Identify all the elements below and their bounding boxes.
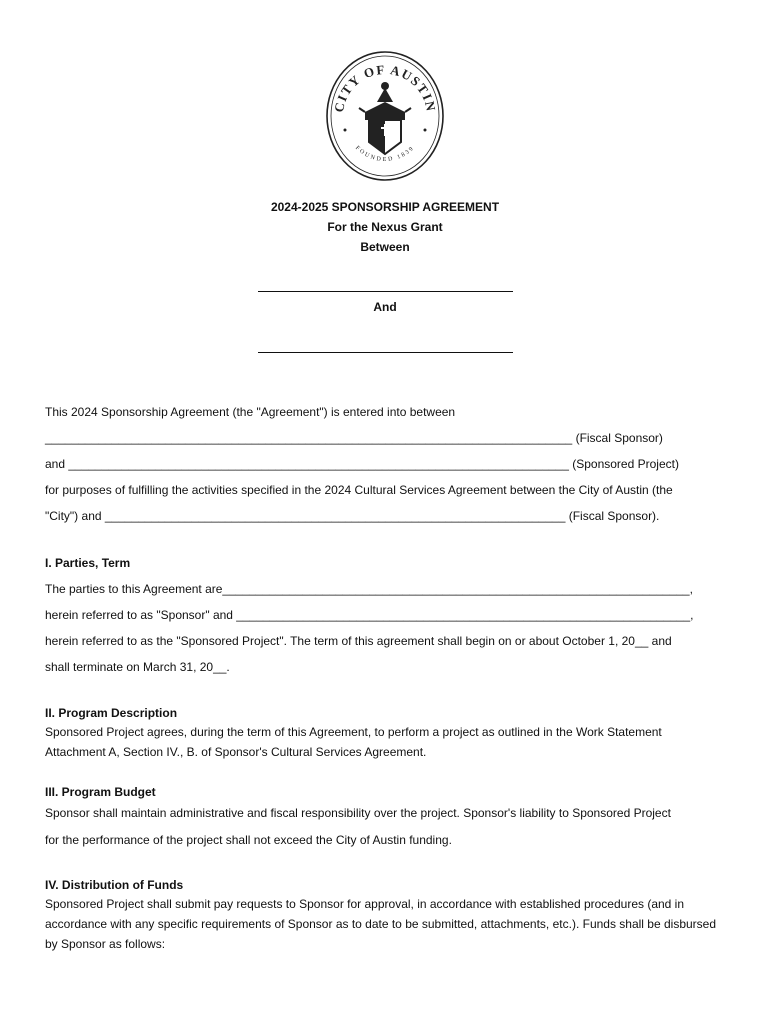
- party-two-blank: [258, 352, 513, 353]
- intro-line-3: and ___________________________________________________________________________ (Sponsored Project): [45, 457, 679, 471]
- between-label: Between: [360, 240, 410, 254]
- section-1-line-1: The parties to this Agreement are______________________________________________________________________,: [45, 582, 693, 596]
- intro-line-2: _______________________________________________________________________________ (Fiscal Sponsor): [45, 431, 663, 445]
- section-3-heading: III. Program Budget: [45, 785, 156, 799]
- seal-bottom-text: FOUNDED 1839: [354, 145, 416, 163]
- section-4-heading: IV. Distribution of Funds: [45, 878, 184, 892]
- section-2-text: Sponsored Project agrees, during the term of this Agreement, to perform a project as outlined in the Work Statement Attachment A, Section IV., B. of Sponsor's Cultural Services Agreement.: [45, 725, 662, 759]
- section-3-line-1: Sponsor shall maintain administrative and fiscal responsibility over the project. Sponsor's liability to Sponsored Project: [45, 806, 671, 820]
- city-of-austin-seal-icon: [325, 50, 445, 182]
- agreement-title: 2024-2025 SPONSORSHIP AGREEMENT: [270, 200, 500, 214]
- section-1-heading: I. Parties, Term: [45, 556, 131, 570]
- seal-top-text: CITY OF AUSTIN: [331, 61, 439, 114]
- intro-line-1: This 2024 Sponsorship Agreement (the "Agreement") is entered into between: [45, 405, 456, 419]
- section-1-line-2: herein referred to as "Sponsor" and ____________________________________________________________________,: [45, 608, 694, 622]
- intro-line-5: "City") and _____________________________________________________________________ (Fiscal Sponsor).: [45, 509, 660, 523]
- intro-line-4: for purposes of fulfilling the activities specified in the 2024 Cultural Services Agreement between the City of Austin (the: [45, 483, 673, 497]
- section-1-line-3: herein referred to as the "Sponsored Project". The term of this agreement shall begin on or about October 1, 20__ and: [45, 634, 672, 648]
- section-2-heading: II. Program Description: [45, 706, 178, 720]
- party-one-blank: [258, 291, 513, 292]
- section-3-line-2: for the performance of the project shall not exceed the City of Austin funding.: [45, 833, 452, 847]
- section-1-line-4: shall terminate on March 31, 20__.: [45, 660, 230, 674]
- and-label: And: [373, 300, 397, 314]
- agreement-subtitle: For the Nexus Grant: [327, 220, 443, 234]
- section-4-text: Sponsored Project shall submit pay requests to Sponsor for approval, in accordance with established procedures (and in accordance with any specific requirements of Sponsor as to date to be submitted, attachments, etc.). Funds shall be disbursed by Sponsor as follows:: [45, 897, 717, 951]
